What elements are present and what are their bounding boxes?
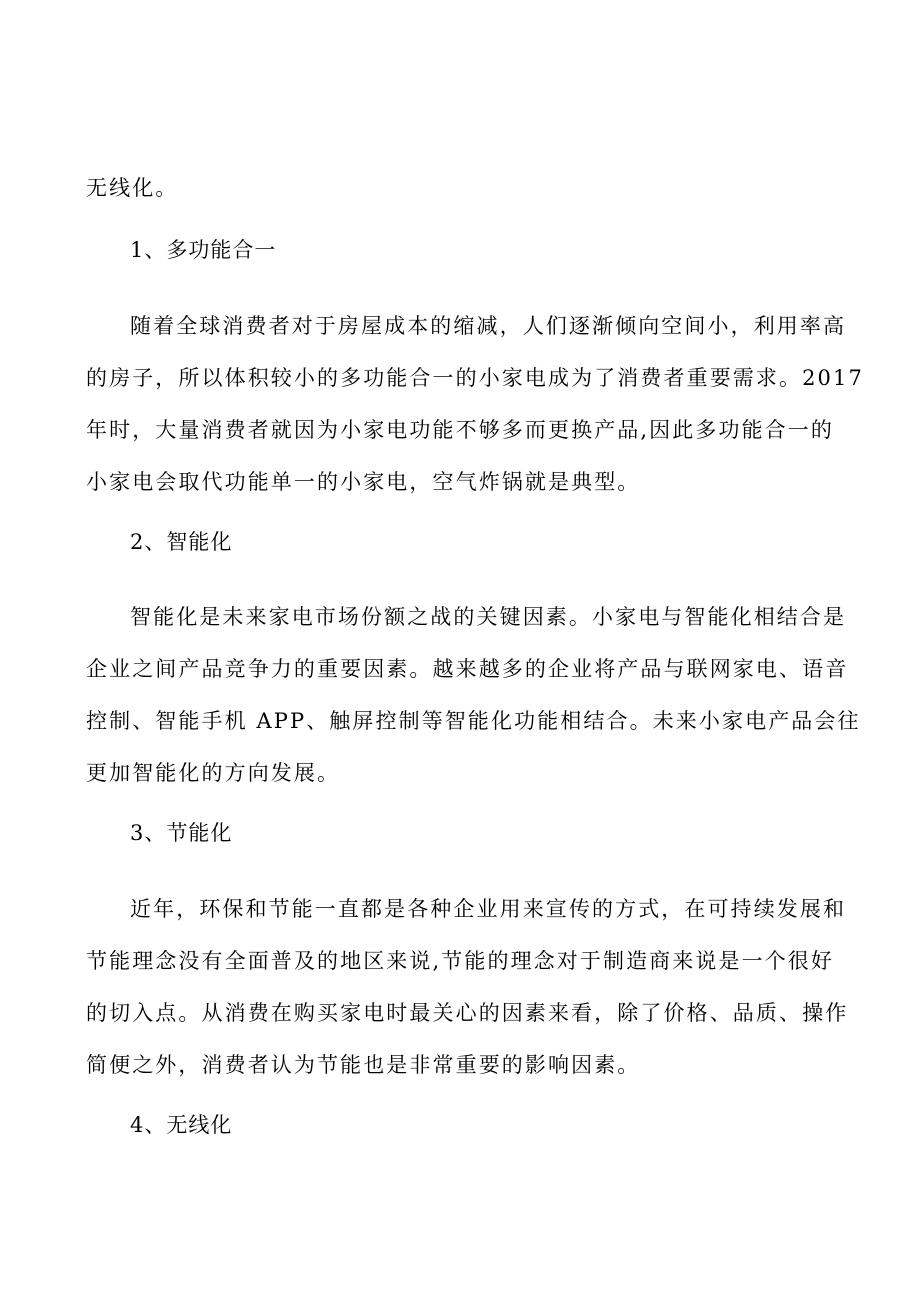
section-3-line-2: 节能理念没有全面普及的地区来说,节能的理念对于制造商来说是一个很好 <box>86 949 834 973</box>
section-3-line-3: 的切入点。从消费在购买家电时最关心的因素来看，除了价格、品质、操作 <box>86 1001 849 1025</box>
section-2-line-3: 控制、智能手机 APP、触屏控制等智能化功能相结合。未来小家电产品会往 <box>86 709 861 733</box>
section-1-line-1: 随着全球消费者对于房屋成本的缩减，人们逐渐倾向空间小，利用率高 <box>130 314 847 338</box>
intro-tail-text: 无线化。 <box>86 176 179 200</box>
section-3-line-4: 简便之外，消费者认为节能也是非常重要的影响因素。 <box>86 1053 641 1077</box>
section-1-line-2: 的房子，所以体积较小的多功能合一的小家电成为了消费者重要需求。2017 <box>86 366 864 390</box>
section-3-line-1: 近年，环保和节能一直都是各种企业用来宣传的方式，在可持续发展和 <box>130 897 847 921</box>
section-4-heading: 4、无线化 <box>130 1113 233 1137</box>
section-1-line-4: 小家电会取代功能单一的小家电，空气炸锅就是典型。 <box>86 470 641 494</box>
section-2-heading: 2、智能化 <box>130 530 233 554</box>
section-2-line-4: 更加智能化的方向发展。 <box>86 761 341 785</box>
section-3-heading: 3、节能化 <box>130 821 233 845</box>
section-1-heading: 1、多功能合一 <box>130 238 277 262</box>
section-2-line-1: 智能化是未来家电市场份额之战的关键因素。小家电与智能化相结合是 <box>130 605 847 629</box>
section-1-line-3: 年时，大量消费者就因为小家电功能不够多而更换产品,因此多功能合一的 <box>86 418 834 442</box>
section-2-line-2: 企业之间产品竞争力的重要因素。越来越多的企业将产品与联网家电、语音 <box>86 657 849 681</box>
